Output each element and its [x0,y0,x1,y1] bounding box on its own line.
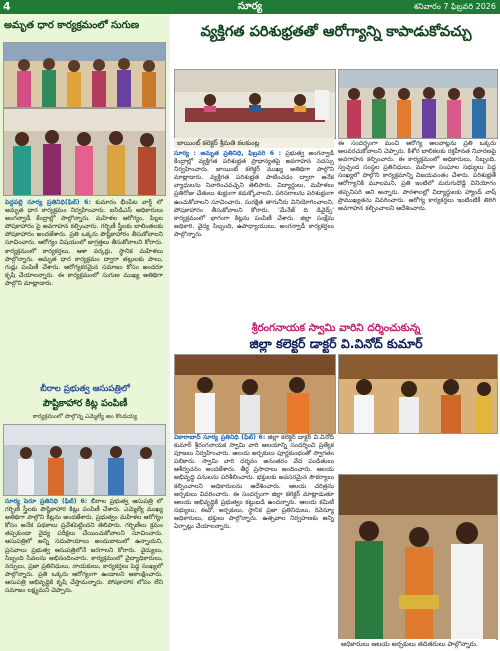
page-number: 4 [3,0,11,13]
paper-name: సూర్య [237,1,263,12]
story4-body [174,434,334,648]
story2-body [5,498,163,648]
story3-text-left: ప్రభుత్వ అంగన్వాడీ కేంద్రాల్లో వ్యక్తిగత పరిశుభ్రత ప్రాధాన్యతపై అవగాహన సదస్సు నిర్వహించారు. జాయింట్ కలెక్టర్ ముఖ్య అతిథిగా పాల్గొని మాట్లాడారు. వ్యక్తిగత పరిశుభ్రత పాటించడం ద్వారా అనేక వ్యాధులను నివారించవచ్చని తెలిపారు. విద్యార్థులు, మహిళలు ప్రతిరోజు చేతులు శుభ్రంగా కడుక్కోవాలని, పరిసరాలను పరిశుభ్రంగా ఉంచుకోవాలని సూచించారు. సురక్షిత తాగునీరు వినియోగించాలని, పోషకాహారం తీసుకోవాలని కోరారు. 'మేనేజ్ ది డివైడ్స్' కార్యక్రమంలో భాగంగా కిట్లను పంపిణీ చేశారు. జిల్లా సంక్షేమ అధికారి, వైద్య సిబ్బంది, ఉపాధ్యాయులు, అంగన్వాడీ కార్యకర్తలు పాల్గొన్నారు. [174,150,334,238]
story3-photo-left [174,69,336,139]
story3-dateline: సూర్య : అమృత ప్రతినిధి, ఫిబ్రవరి 6 : [174,150,282,157]
right-column [170,14,500,651]
story1-photo-top [3,42,166,108]
left-column [0,14,168,651]
issue-date: శనివారం 7 ఫిబ్రవరి 2026 [413,2,496,11]
story2-headline-b: పౌష్టికాహార కిట్ల పంపిణీ [42,398,128,409]
story3-text-right: ఈ సందర్భంగా మంచి ఆరోగ్య అలవాట్లను ప్రతి ఒక్కరు అలవరచుకోవాలని చెప్పారు. కిశోర బాలికలకు రక్తహీనత నివారణపై అవగాహన కల్పించారు. ఈ కార్యక్రమంలో అధికారులు, సిబ్బంది, స్వచ్ఛంద సంస్థల ప్రతినిధులు, మహిళా సంఘాల సభ్యులు పెద్ద సంఖ్యలో పాల్గొని కార్యక్రమాన్ని విజయవంతం చేశారు. పరిశుభ్రతే ఆరోగ్యానికి మూలమని, ప్రతి ఇంటిలో మరుగుదొడ్డి వినియోగం తప్పనిసరి అని అన్నారు. పాఠశాలల్లో విద్యార్థులకు హ్యాండ్ వాష్ ప్రాముఖ్యతను వివరించారు. ఆరోగ్య కార్యకర్తలు ఇంటింటికీ తిరిగి అవగాహన కల్పించాలని ఆదేశించారు. [338,140,496,212]
story1-body [5,199,163,377]
story3-body-left [174,150,334,338]
story2-headline: బీరాల ప్రభుత్వ ఆసుపత్రిలో [40,384,130,394]
story4-caption: అధికారులు ఆలయ అర్చకులు తదితరులు పాల్గొన్నారు. [338,639,496,649]
main-headline: వ్యక్తిగత పరిశుభ్రతతో ఆరోగ్యాన్ని కాపాడుకోవచ్చు [200,24,472,40]
story3-caption: జాయింట్ కలెక్టర్ శ్రీమతి కలకుంట్ల [174,138,334,148]
story4-photo-left [174,354,336,434]
story4-headline-line2: జిల్లా కలెక్టర్ డాక్టర్ వి.వినోద్ కుమార్ [249,336,423,351]
story4-dateline: వికారాబాద్ సూర్య ప్రతినిధి (ఫిబ్) 6: [174,434,266,441]
story4-text: జిల్లా కలెక్టర్ డాక్టర్ వి.వినోద్ కుమార్ శ్రీరంగనాయక స్వామి వారి ఆలయాన్ని సందర్శించి ప్రత్యేక పూజలు నిర్వహించారు. ఆలయ అర్చకులు పూర్ణకుంభంతో స్వాగతం పలికారు. స్వామి వారి దర్శనం అనంతరం వేద పండితులు ఆశీర్వచనం అందజేశారు. తీర్థ ప్రసాదాలు అందించారు. ఆలయ అభివృద్ధి పనులను పరిశీలించారు. భక్తులకు అవసరమైన సౌకర్యాలు కల్పించాలని అధికారులను ఆదేశించారు. ఆలయ చరిత్రను అర్చకులు వివరించారు. ఈ సందర్భంగా జిల్లా కలెక్టర్ మాట్లాడుతూ ఆలయ అభివృద్ధికి ప్రభుత్వం కట్టుబడి ఉందన్నారు. ఆలయ కమిటీ సభ్యులు, ఈవో, అర్చకులు, స్థానిక ప్రజా ప్రతినిధులు, రెవెన్యూ అధికారులు, భక్తులు పాల్గొన్నారు. ఉత్సవాల నిర్వహణకు అన్ని ఏర్పాట్లు చేయాలన్నారు. [174,434,334,531]
story4-photo-right [338,354,498,434]
story2-dateline: సూర్య పెరూ ప్రతినిధి (ఫిబ్) 6: [5,498,88,505]
story2-text: బీరాల ప్రభుత్వ ఆసుపత్రి లో గర్భిణీ స్త్రీలకు పౌష్టికాహార కిట్లు పంపిణీ చేశారు. ఎమ్మెల్యే ముఖ్య అతిథిగా పాల్గొని కిట్లను అందజేశారు. ప్రభుత్వం మహిళల ఆరోగ్యం కోసం అనేక పథకాలు ప్రవేశపెట్టిందని తెలిపారు. గర్భిణీలు క్రమం తప్పకుండా వైద్య పరీక్షలు చేయించుకోవాలని సూచించారు. ఆసుపత్రిలో అన్ని సదుపాయాలు అందుబాటులో ఉన్నాయని, ప్రసవాలు ప్రభుత్వ ఆసుపత్రిలోనే జరగాలని కోరారు. వైద్యులు, సిబ్బంది సేవలను అభినందించారు. కార్యక్రమంలో వైద్యాధికారులు, నర్సులు, ప్రజా ప్రతినిధులు, నాయకులు, కార్యకర్తలు పెద్ద సంఖ్యలో పాల్గొన్నారు. ప్రతి ఒక్కరు ఆరోగ్యంగా ఉండాలని ఆకాంక్షించారు. ఆసుపత్రి అభివృద్ధికి కృషి చేస్తామన్నారు. పోషకాహార లోపం లేని సమాజం లక్ష్యమని చెప్పారు. [5,498,163,595]
story1-photo-bottom [3,108,166,196]
story1-dateline: పెద్దపల్లి సూర్య ప్రతినిధి(ఫిబ్) 6: [5,199,91,206]
story3-body-right [338,140,496,338]
story2-subheadline: కార్యక్రమంలో పాల్గొన్న ఎమ్మెల్యే అం కొండయ్య [32,413,138,420]
story4-photo-bottom [338,474,498,640]
story3-photo-right [338,69,498,139]
page-header [0,0,500,14]
story2-photo [3,424,166,496]
story4-headline-line1: శ్రీరంగనాయక స్వామి వారిని దర్శించుకున్న [251,322,421,334]
story1-text: కుమారం భీంపేట వార్డ్ లో అమృత ధార కార్యక్రమం నిర్వహించారు. ఐసిడిఎస్ అధికారులు అంగన్వాడీ కేంద్రాల్లో పాల్గొన్నారు. మహిళల ఆరోగ్యం, పిల్లల పోషకాహారం పై అవగాహన కల్పించారు. గర్భిణీ స్త్రీలకు బాలింతలకు పోషకాహారం అందజేశారు. ప్రతి ఒక్కరు పౌష్టికాహారం తీసుకోవాలని సూచించారు. ఆరోగ్యం విషయంలో జాగ్రత్తలు తీసుకోవాలని కోరారు. కార్యక్రమంలో కార్యకర్తలు, ఆశా వర్కర్లు, స్థానిక మహిళలు పాల్గొన్నారు. అమృత ధార కార్యక్రమం ద్వారా తల్లులకు పాలు, గుడ్లు పంపిణీ చేశారు. ఆరోగ్యకరమైన సమాజం కోసం అందరూ కృషి చేయాలన్నారు. ఈ కార్యక్రమంలో సుగుణ ముఖ్య అతిథిగా పాల్గొని మాట్లాడారు. [5,199,163,287]
story1-headline: అమృత ధార కార్యక్రమంలో సుగుణ [4,20,140,31]
